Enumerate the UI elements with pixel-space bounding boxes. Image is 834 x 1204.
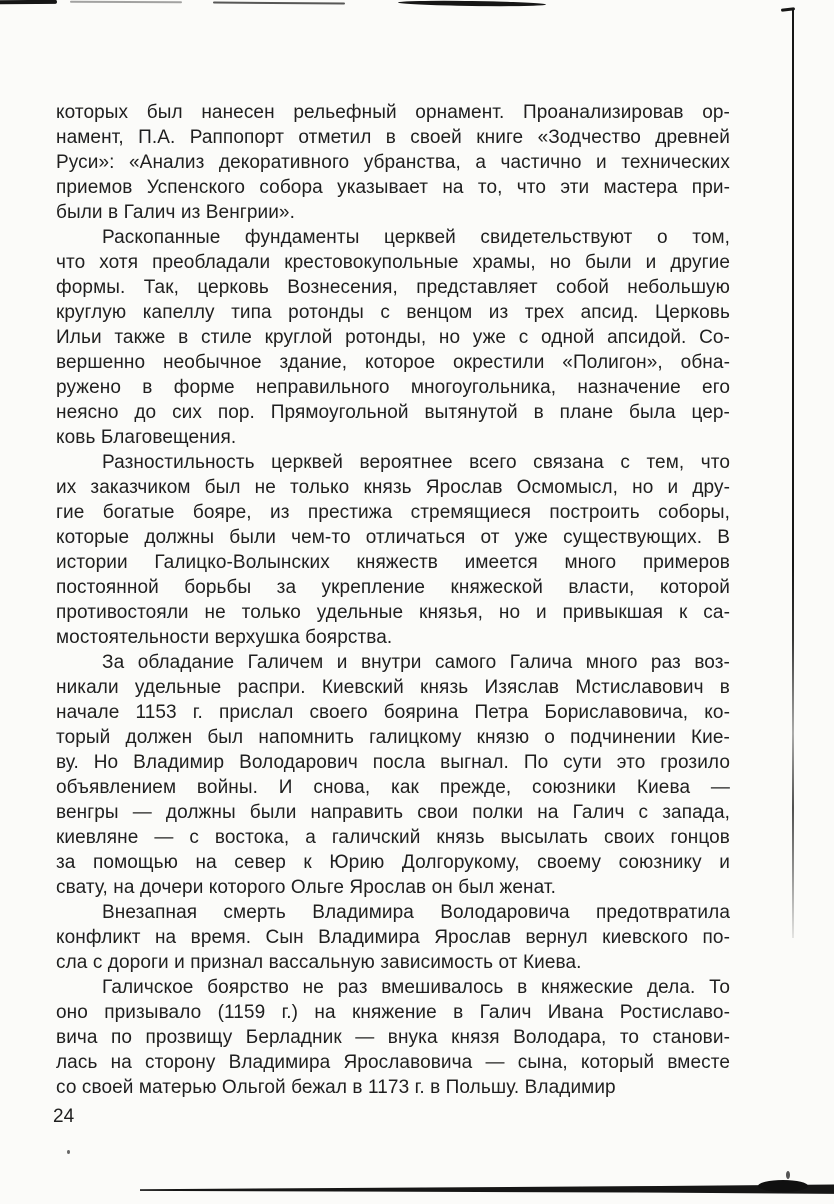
scan-line-right <box>792 8 794 938</box>
text-line: за помощью на север к Юрию Долгорукому, своему союзнику и <box>56 852 730 873</box>
text-line: круглую капеллу типа ротонды с венцом из трех апсид. Церковь <box>56 302 730 323</box>
text-line: ковь Благовещения. <box>56 427 237 448</box>
text-line: Галичское боярство не раз вмешивалось в княжеские дела. То <box>102 977 730 998</box>
text-line: торый должен был напомнить галицкому князю о подчинении Кие- <box>56 727 730 748</box>
text-line: противостояли не только удельные князья, но и привыкшая к са- <box>56 602 730 623</box>
text-line: венгры — должны были направить свои полки на Галич с запада, <box>56 802 730 823</box>
text-line: Разностильность церквей вероятнее всего связана с тем, что <box>102 452 730 473</box>
text-line: постоянной борьбы за укрепление княжеской власти, которой <box>56 577 730 598</box>
text-line: начале 1153 г. прислал своего боярина Петра Бориславовича, ко- <box>56 702 730 723</box>
text-line: вича по прозвищу Берладник — внука князя Володара, то станови- <box>56 1027 730 1048</box>
scan-streak-top-1 <box>70 1 182 3</box>
text-line: что хотя преобладали крестовокупольные храмы, но были и другие <box>56 252 730 273</box>
scan-streak-top-left <box>0 0 57 4</box>
page-text <box>56 100 730 1100</box>
text-line: За обладание Галичем и внутри самого Галича много раз воз- <box>102 652 730 673</box>
text-line: киевляне — с востока, а галичский князь высылать своих гонцов <box>56 827 730 848</box>
text-line: оно призывало (1159 г.) на княжение в Галич Ивана Ростиславо- <box>56 1002 730 1023</box>
text-line: Раскопанные фундаменты церквей свидетельствуют о том, <box>102 227 730 248</box>
text-line: Внезапная смерть Владимира Володаровича предотвратила <box>102 902 730 923</box>
text-line: вершенно необычное здание, которое окрестили «Полигон», обна- <box>56 352 730 373</box>
text-line: намент, П.А. Раппопорт отметил в своей книге «Зодчество древней <box>56 127 730 148</box>
text-line: истории Галицко-Волынских княжеств имеется много примеров <box>56 552 730 573</box>
text-line: лась на сторону Владимира Ярославовича — сына, который вместе <box>56 1052 730 1073</box>
text-line: сла с дороги и признал вассальную зависимость от Киева. <box>56 952 582 973</box>
text-line: Ильи также в стиле круглой ротонды, но уже с одной апсидой. Со- <box>56 327 730 348</box>
ink-speck <box>67 1150 70 1154</box>
text-line: со своей матерью Ольгой бежал в 1173 г. в Польшу. Владимир <box>56 1077 616 1098</box>
text-line: приемов Успенского собора указывает на то, что эти мастера при- <box>56 177 730 198</box>
scan-streak-top-2 <box>213 2 345 5</box>
paragraph <box>56 900 730 975</box>
text-line: свату, на дочери которого Ольге Ярослав он был женат. <box>56 877 556 898</box>
text-line: мостоятельности верхушка боярства. <box>56 627 393 648</box>
text-line: которые должны были чем-то отличаться от уже существующих. В <box>56 527 730 548</box>
text-line: неясно до сих пор. Прямоугольной вытянутой в плане была цер- <box>56 402 730 423</box>
text-line: гие богатые бояре, из престижа стремящиеся построить соборы, <box>56 502 730 523</box>
text-line: ружено в форме неправильного многоугольника, назначение его <box>56 377 730 398</box>
scan-streak-top-3 <box>398 0 546 7</box>
paragraph <box>56 450 730 650</box>
text-line: их заказчиком был не только князь Ярослав Осмомысл, но и дру- <box>56 477 730 498</box>
page-number: 24 <box>53 1106 75 1127</box>
text-line: которых был нанесен рельефный орнамент. Проанализировав ор- <box>56 102 730 123</box>
paragraph <box>56 100 730 225</box>
text-line: никали удельные распри. Киевский князь Изяслав Мстиславович в <box>56 677 730 698</box>
scan-line-right-hook <box>781 7 795 12</box>
text-line: конфликт на время. Сын Владимира Ярослав вернул киевского по- <box>56 927 730 948</box>
scan-blob-bottom <box>758 1180 808 1192</box>
scan-speck-bottom <box>786 1171 790 1179</box>
text-line: формы. Так, церковь Вознесения, представляет собой небольшую <box>56 277 730 298</box>
paragraph <box>56 650 730 900</box>
paragraph <box>56 225 730 450</box>
scan-line-bottom <box>140 1184 834 1195</box>
text-line: ву. Но Владимир Володарович посла выгнал. По сути это грозило <box>56 752 730 773</box>
text-line: объявлением войны. И снова, как прежде, союзники Киева — <box>56 777 730 798</box>
paragraph <box>56 975 730 1100</box>
text-line: Руси»: «Анализ декоративного убранства, а частично и технических <box>56 152 730 173</box>
text-line: были в Галич из Венгрии». <box>56 202 295 223</box>
